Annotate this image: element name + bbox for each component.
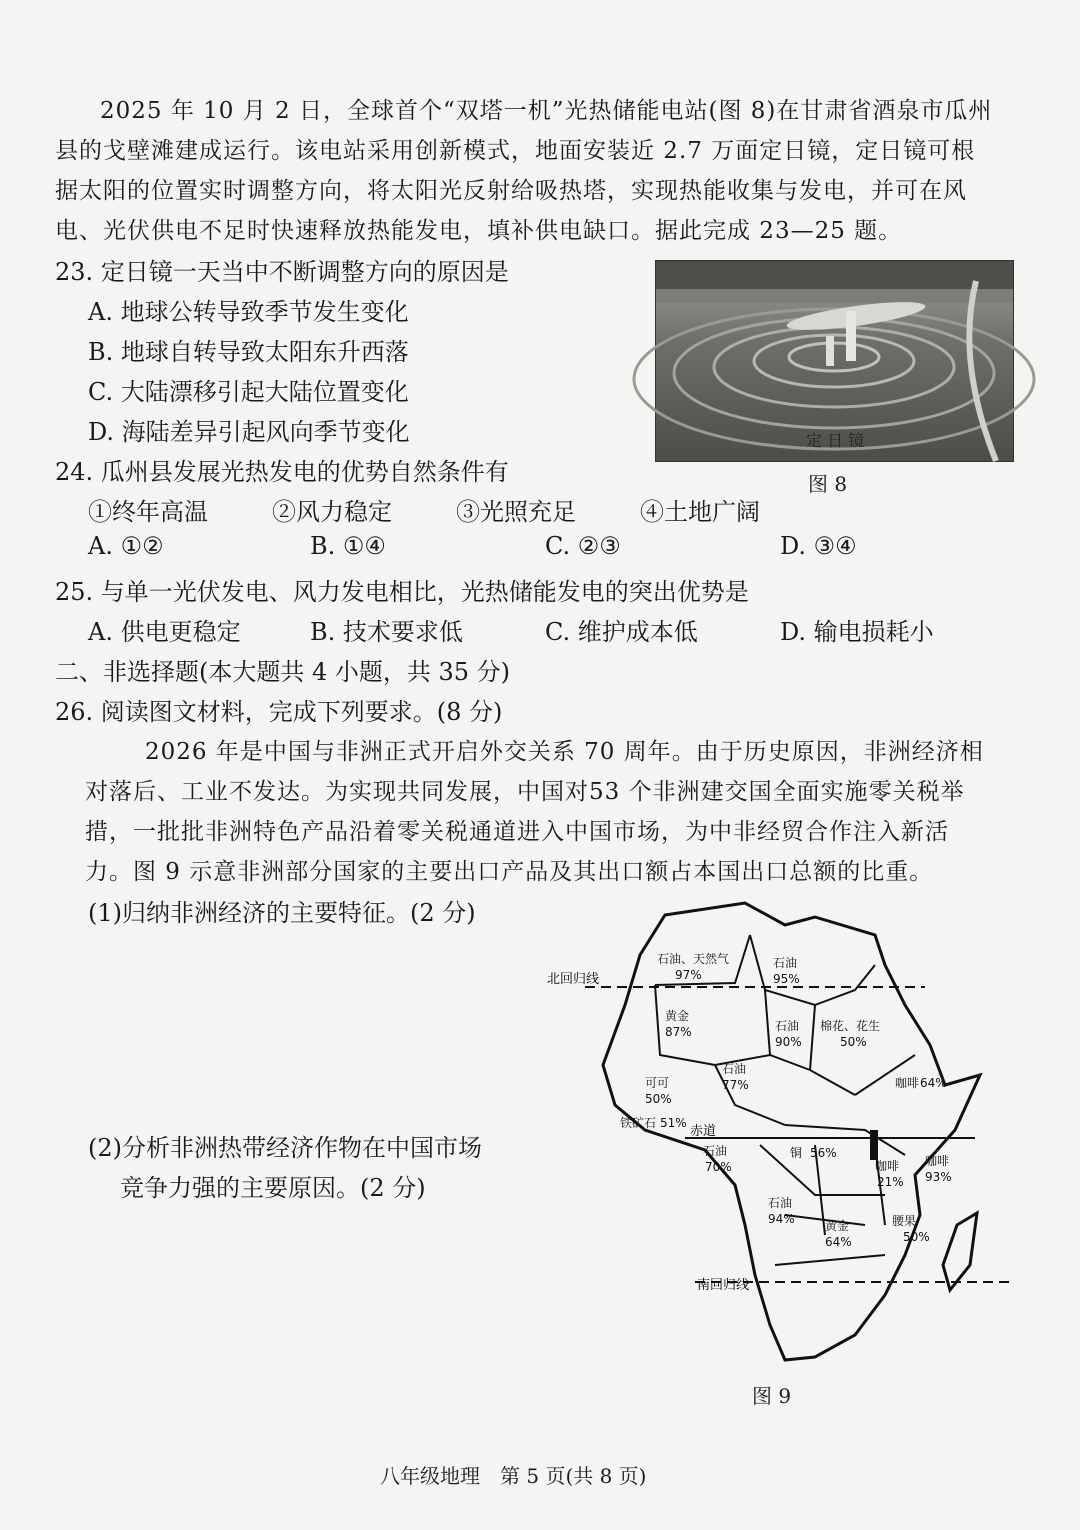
map-label-share: 64%: [825, 1235, 852, 1249]
tropic-cancer-label: 北回归线: [547, 972, 600, 987]
intro-line-2: 县的戈壁滩建成运行。该电站采用创新模式，地面安装近 2.7 万面定日镜，定日镜可根: [55, 138, 976, 164]
map-label-product: 铁矿石: [620, 1116, 657, 1130]
q24-option-b: B. ①④: [310, 532, 386, 560]
q24-option-a: A. ①②: [88, 532, 164, 560]
map-label-share: 87%: [665, 1025, 692, 1039]
map-label-product: 黄金: [665, 1009, 690, 1023]
q25-stem: 25. 与单一光伏发电、风力发电相比，光热储能发电的突出优势是: [55, 578, 749, 606]
q26-sub2-line1: (2)分析非洲热带经济作物在中国市场: [88, 1134, 482, 1162]
map-label-share: 93%: [925, 1170, 952, 1184]
map-label-share: 21%: [877, 1175, 904, 1189]
map-label-product: 石油: [703, 1144, 728, 1158]
map-label-product: 石油: [773, 956, 798, 970]
map-label-product: 腰果: [892, 1214, 917, 1228]
intro-line-3: 据太阳的位置实时调整方向，将太阳光反射给吸热塔，实现热能收集与发电，并可在风: [55, 178, 967, 204]
map-label-product: 咖啡: [875, 1159, 900, 1173]
q23-option-c: C. 大陆漂移引起大陆位置变化: [88, 378, 409, 406]
map-label-share: 64%: [920, 1076, 947, 1090]
q23-option-d: D. 海陆差异引起风向季节变化: [88, 418, 410, 446]
map-label-product: 铜: [790, 1146, 803, 1160]
map-label-share: 97%: [675, 968, 702, 982]
q25-option-c: C. 维护成本低: [545, 618, 698, 646]
map-label-share: 51%: [660, 1116, 687, 1130]
q24-condition-4: ④土地广阔: [640, 498, 760, 526]
map-label-share: 50%: [645, 1092, 672, 1106]
figure8-photo: [655, 260, 1014, 462]
madagascar: [943, 1213, 977, 1290]
q24-option-d: D. ③④: [780, 532, 857, 560]
map-label-share: 95%: [773, 972, 800, 986]
map-label-product: 咖啡: [925, 1154, 950, 1168]
map-label-product: 咖啡: [895, 1076, 920, 1090]
q24-condition-1: ①终年高温: [88, 498, 208, 526]
q25-option-d: D. 输电损耗小: [780, 618, 934, 646]
lake-victoria: [870, 1130, 878, 1160]
map-label-product: 石油: [768, 1196, 793, 1210]
figure8-caption: 图 8: [808, 472, 848, 496]
map-label-share: 77%: [722, 1078, 749, 1092]
heliostat-image: [656, 261, 1013, 461]
intro-line-1: 2025 年 10 月 2 日，全球首个“双塔一机”光热储能电站(图 8)在甘肃省酒泉市瓜州: [100, 98, 993, 124]
map-label-share: 90%: [775, 1035, 802, 1049]
q24-stem: 24. 瓜州县发展光热发电的优势自然条件有: [55, 458, 509, 486]
intro-line-4: 电、光伏供电不足时快速释放热能发电，填补供电缺口。据此完成 23—25 题。: [55, 218, 903, 244]
map-label-share: 50%: [903, 1230, 930, 1244]
map-label-share: 50%: [840, 1035, 867, 1049]
tropic-capricorn-label: 南回归线: [697, 1278, 750, 1293]
q25-option-a: A. 供电更稳定: [88, 618, 241, 646]
map-label-product: 石油、天然气: [657, 952, 730, 966]
equator-label: 赤道: [690, 1124, 717, 1139]
q23-stem: 23. 定日镜一天当中不断调整方向的原因是: [55, 258, 509, 286]
q26-sub1: (1)归纳非洲经济的主要特征。(2 分): [88, 899, 476, 927]
q26-material-line-2: 对落后、工业不发达。为实现共同发展，中国对53 个非洲建交国全面实施零关税举: [85, 779, 965, 805]
page-footer: 八年级地理 第 5 页(共 8 页): [380, 1464, 647, 1488]
q26-material-line-4: 力。图 9 示意非洲部分国家的主要出口产品及其出口额占本国出口总额的比重。: [85, 859, 934, 885]
map-label-product: 黄金: [825, 1219, 850, 1233]
map-label-share: 94%: [768, 1212, 795, 1226]
q24-condition-2: ②风力稳定: [272, 498, 392, 526]
q26-sub2-line2: 竞争力强的主要原因。(2 分): [120, 1174, 426, 1202]
map-label-product: 石油: [775, 1019, 800, 1033]
map-label-product: 可可: [645, 1076, 670, 1090]
figure9-caption: 图 9: [752, 1384, 792, 1408]
map-label-share: 56%: [810, 1146, 837, 1160]
map-label-product: 棉花、花生: [820, 1019, 881, 1033]
photo-label: 定 日 镜: [806, 431, 865, 450]
section2-title: 二、非选择题(本大题共 4 小题，共 35 分): [55, 658, 511, 686]
q24-option-c: C. ②③: [545, 532, 621, 560]
q26-stem: 26. 阅读图文材料，完成下列要求。(8 分): [55, 698, 503, 726]
q26-material-line-3: 措，一批批非洲特色产品沿着零关税通道进入中国市场，为中非经贸合作注入新活: [85, 819, 949, 845]
q24-condition-3: ③光照充足: [456, 498, 576, 526]
q25-option-b: B. 技术要求低: [310, 618, 463, 646]
map-label-product: 石油: [722, 1062, 747, 1076]
figure9-africa-map: [547, 895, 1025, 1375]
q23-option-b: B. 地球自转导致太阳东升西落: [88, 338, 409, 366]
q23-option-a: A. 地球公转导致季节发生变化: [88, 298, 409, 326]
q26-material-line-1: 2026 年是中国与非洲正式开启外交关系 70 周年。由于历史原因，非洲经济相: [145, 739, 984, 765]
map-label-share: 70%: [705, 1160, 732, 1174]
